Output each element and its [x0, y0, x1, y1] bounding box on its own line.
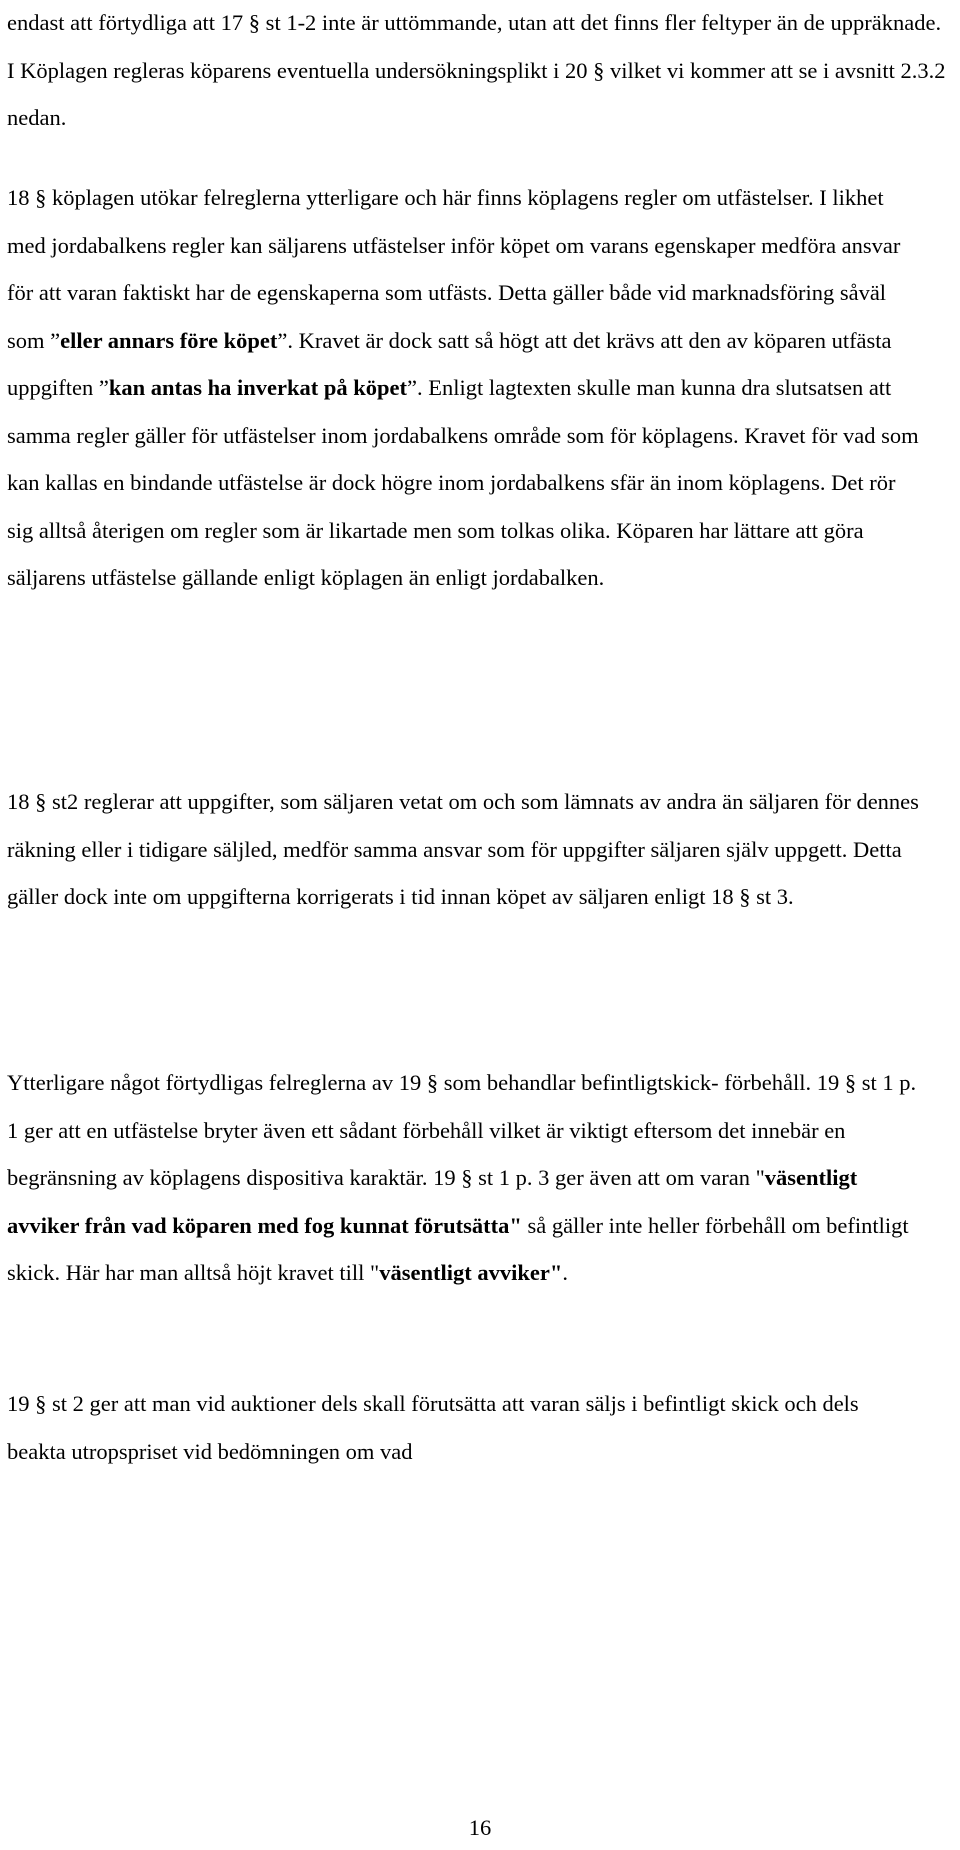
paragraph-5-text: 19 § st 2 ger att man vid auktioner dels skall förutsätta att varan säljs i befintligt skick och dels beakta utropspriset vid bedömningen om vad	[7, 1391, 859, 1464]
paragraph-2	[7, 174, 927, 602]
paragraph-1-text: endast att förtydliga att 17 § st 1-2 inte är uttömmande, utan att det finns fler feltyper än de uppräknade. I Köplagen regleras köparens eventuella undersökningsplikt i 20 § vilket vi kommer att se i avsnitt 2.3.2 nedan.	[7, 10, 946, 130]
page-number: 16	[468, 1815, 492, 1840]
paragraph-2-text-a: 18 § köplagen utökar felreglerna ytterligare och här finns köplagens regler om utfästelser. I likhet med jordabalkens regler kan säljarens utfästelser inför köpet om varans egenskaper medföra ansvar för att varan faktiskt har de egenskaperna som utfästs. Detta gäller både vid marknadsföring såväl som ”	[7, 185, 901, 353]
paragraph-5	[7, 1380, 907, 1475]
paragraph-3	[7, 778, 927, 921]
paragraph-4-text-c: .	[562, 1260, 568, 1285]
paragraph-2-text-c: ”. Enligt lagtexten skulle man kunna dra slutsatsen att samma regler gäller för utfästelser inom jordabalkens område som för köplagens. Kravet för vad som kan kallas en bindande utfästelse är dock högre inom jordabalkens sfär än inom köplagens. Det rör sig alltså återigen om regler som är likartade men som tolkas olika. Köparen har lättare att göra säljarens utfästelse gällande enligt köplagen än enligt jordabalken.	[7, 375, 919, 590]
paragraph-2-bold-b: kan antas ha inverkat på köpet	[108, 375, 408, 400]
paragraph-4-bold-a: väsentligt avviker från vad köparen med fog kunnat förutsätta"	[7, 1165, 858, 1238]
paragraph-2-text-b: ”. Kravet är dock satt så högt att det krävs att den av köparen utfästa uppgiften ”	[7, 327, 892, 400]
paragraph-1	[7, 0, 953, 142]
paragraph-4	[7, 1059, 927, 1297]
paragraph-3-text: 18 § st2 reglerar att uppgifter, som säljaren vetat om och som lämnats av andra än säljaren för dennes räkning eller i tidigare säljled, medför samma ansvar som för uppgifter säljaren själv uppgett. Detta gäller dock inte om uppgifterna korrigerats i tid innan köpet av säljaren enligt 18 § st 3.	[7, 789, 919, 909]
paragraph-4-bold-b: väsentligt avviker"	[379, 1260, 563, 1285]
paragraph-4-text-a: Ytterligare något förtydligas felreglerna av 19 § som behandlar befintligtskick- förbehåll. 19 § st 1 p. 1 ger att en utfästelse bryter även ett sådant förbehåll vilket är viktigt eftersom det innebär en begränsning av köplagens dispositiva karaktär. 19 § st 1 p. 3 ger även att om varan "	[7, 1070, 917, 1190]
paragraph-2-bold-a: eller annars före köpet	[60, 327, 278, 353]
paragraph-4-text-b: så gäller inte heller förbehåll om befintligt skick. Här har man alltså höjt kravet till "	[7, 1212, 909, 1285]
